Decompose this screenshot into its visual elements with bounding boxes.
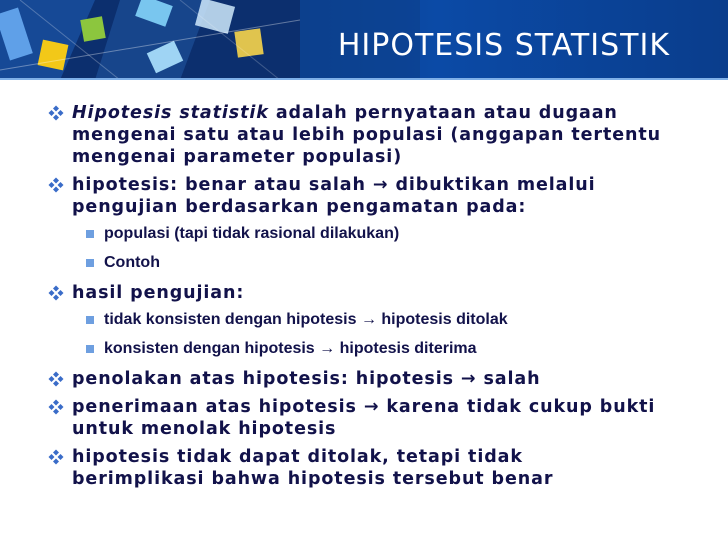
sub-bullet-text: hipotesis ditolak: [376, 311, 508, 328]
banner-underline: [0, 78, 728, 80]
bullet-3: [0, 282, 662, 304]
bullet-text: penolakan atas hipotesis: hipotesis: [72, 369, 461, 389]
sub-bullet-text: tidak konsisten dengan hipotesis: [104, 311, 361, 328]
sub-bullet: [0, 310, 728, 330]
bullet-text: penerimaan atas hipotesis: [72, 397, 364, 417]
arrow-right-icon: →: [363, 397, 380, 417]
arrow-right-icon: →: [372, 175, 389, 195]
diamond-bullet-icon: [48, 449, 64, 465]
slide-content: [0, 102, 728, 496]
slide-title: HIPOTESIS STATISTIK: [337, 28, 670, 63]
diamond-bullet-icon: [48, 371, 64, 387]
diamond-bullet-icon: [48, 177, 64, 193]
bullet-text: hipotesis: benar atau salah: [72, 175, 373, 195]
square-bullet-icon: [86, 230, 94, 238]
square-bullet-icon: [86, 316, 94, 324]
title-banner: [0, 0, 728, 80]
bullet-text: salah: [476, 369, 541, 389]
square-bullet-icon: [86, 259, 94, 267]
bullet-1: [0, 102, 662, 168]
term-emphasis: Hipotesis statistik: [72, 103, 269, 123]
bullet-text: karena tidak cukup bukti untuk menolak hipotesis: [72, 397, 656, 439]
sub-bullet: [0, 339, 728, 359]
bullet-4: [0, 368, 662, 390]
sub-bullet-text: Contoh: [104, 254, 160, 271]
bullet-text: hipotesis tidak dapat ditolak, tetapi tidak berimplikasi bahwa hipotesis tersebut benar: [72, 447, 554, 489]
sub-bullet: [0, 253, 728, 273]
sub-bullet: [0, 224, 728, 244]
arrow-right-icon: →: [360, 311, 377, 328]
bullet-6: [0, 446, 662, 490]
arrow-right-icon: →: [319, 340, 336, 357]
diamond-bullet-icon: [48, 285, 64, 301]
bullet-text: hasil pengujian:: [72, 283, 245, 303]
bullet-text: dibuktikan melalui pengujian berdasarkan pengamatan pada:: [72, 175, 596, 217]
bullet-5: [0, 396, 662, 440]
sub-bullet-text: konsisten dengan hipotesis: [104, 340, 320, 357]
sub-bullet-text: populasi (tapi tidak rasional dilakukan): [104, 225, 400, 242]
bullet-2: [0, 174, 662, 218]
diamond-bullet-icon: [48, 399, 64, 415]
sub-bullet-text: hipotesis diterima: [335, 340, 477, 357]
diamond-bullet-icon: [48, 105, 64, 121]
arrow-right-icon: →: [460, 369, 477, 389]
square-bullet-icon: [86, 345, 94, 353]
bullet-text: adalah pernyataan atau dugaan mengenai satu atau lebih populasi (anggapan tertentu mengenai parameter populasi): [72, 103, 661, 167]
